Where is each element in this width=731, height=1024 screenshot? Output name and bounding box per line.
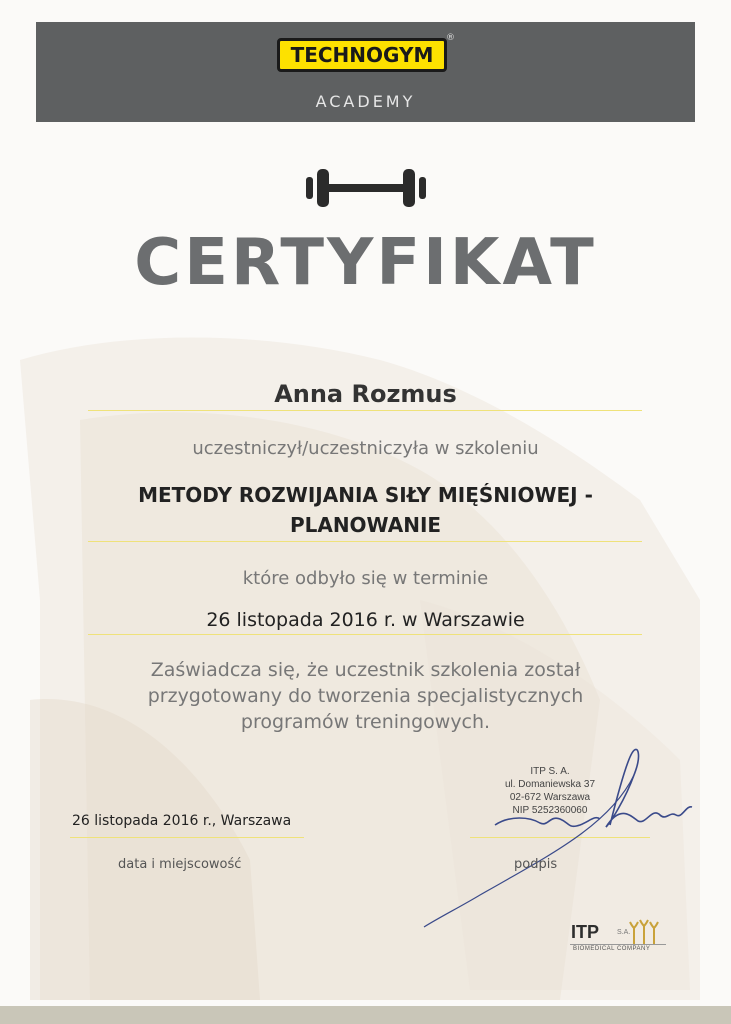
stamp-line-1: ITP S. A. <box>530 766 570 777</box>
statement-line-2: przygotowany do tworzenia specjalistycznych <box>147 685 584 707</box>
term-rule <box>88 634 642 635</box>
registered-mark: ® <box>446 33 455 43</box>
course-title <box>0 480 731 540</box>
term-value: 26 listopada 2016 r. w Warszawie <box>206 609 525 631</box>
stamp-line-4: NIP 5252360060 <box>512 805 588 816</box>
academy-label: ACADEMY <box>315 92 416 111</box>
stamp-line-2: ul. Domaniewska 37 <box>504 779 596 790</box>
itp-logo-suffix: S.A. <box>617 929 631 936</box>
date-place-rule <box>70 837 304 838</box>
date-place-caption: data i miejscowość <box>118 857 242 872</box>
dumbbell-icon <box>306 163 426 213</box>
statement-line-1: Zaświadcza się, że uczestnik szkolenia został <box>150 659 581 681</box>
brand-name: TECHNOGYM <box>290 43 434 67</box>
course-title-line-2: PLANOWANIE <box>289 513 442 537</box>
company-subtitle: BIOMEDICAL COMPANY <box>573 946 651 952</box>
recipient-name: Anna Rozmus <box>274 380 457 408</box>
technogym-logo <box>277 33 455 72</box>
statement <box>0 657 731 735</box>
date-place-value: 26 listopada 2016 r., Warszawa <box>72 813 292 829</box>
statement-line-3: programów treningowych. <box>240 711 491 733</box>
term-intro: które odbyło się w terminie <box>242 568 489 589</box>
participation-text: uczestniczył/uczestniczyła w szkoleniu <box>192 438 539 459</box>
bottom-strip <box>0 1006 731 1024</box>
stamp-line-3: 02-672 Warszawa <box>509 792 591 803</box>
itp-tree-icon <box>568 918 678 948</box>
signature-mark <box>420 745 700 930</box>
course-title-line-1: METODY ROZWIJANIA SIŁY MIĘŚNIOWEJ - <box>138 483 593 507</box>
name-rule <box>88 410 642 411</box>
signature-caption: podpis <box>514 857 558 872</box>
itp-logo: ITP <box>571 922 600 942</box>
course-rule <box>88 541 642 542</box>
certificate-title: CERTYFIKAT <box>134 226 597 300</box>
